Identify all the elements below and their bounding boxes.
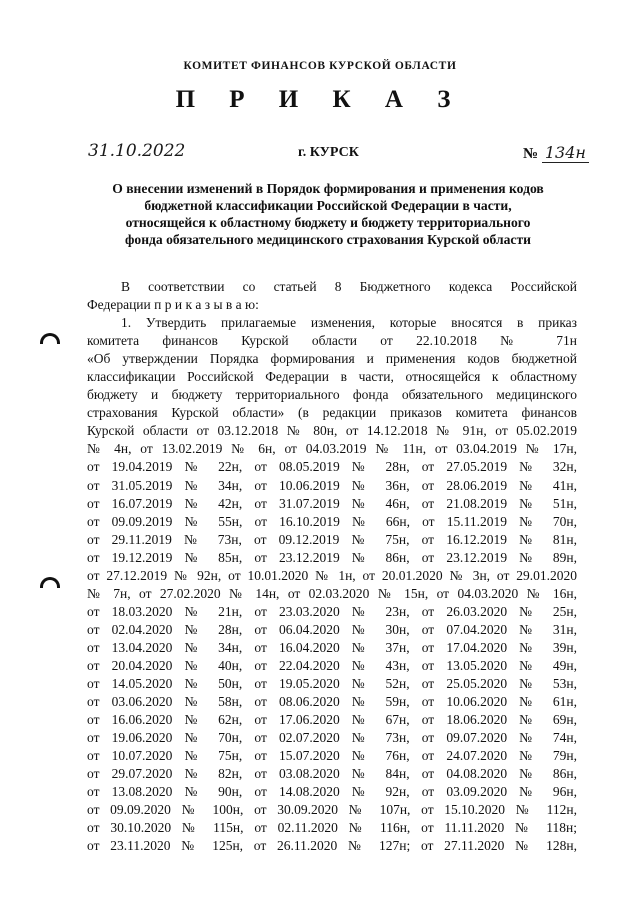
handwritten-date: 31.10.2022 [88, 141, 186, 161]
body-line: от 03.06.2020 № 58н, от 08.06.2020 № 59н, от 10.06.2020 № 61н, [87, 694, 577, 710]
number-sign: № [523, 146, 539, 162]
body-line: Федерации п р и к а з ы в а ю: [87, 297, 259, 313]
body-line: от 09.09.2019 № 55н, от 16.10.2019 № 66н, от 15.11.2019 № 70н, [87, 513, 577, 529]
body-line: от 19.12.2019 № 85н, от 23.12.2019 № 86н, от 23.12.2019 № 89н, [87, 549, 577, 565]
body-line: от 19.04.2019 № 22н, от 08.05.2019 № 28н, от 27.05.2019 № 32н, [87, 459, 577, 475]
body-line: от 29.07.2020 № 82н, от 03.08.2020 № 84н, от 04.08.2020 № 86н, [87, 766, 577, 782]
body-line: В соответствии со статьей 8 Бюджетного кодекса Российской [121, 279, 577, 294]
document-type-title: П Р И К А З [175, 86, 465, 113]
body-line: комитета финансов Курской области от 22.10.2018 № 71н [87, 333, 577, 349]
body-line: от 30.10.2020 № 115н, от 02.11.2020 № 116н, от 11.11.2020 № 118н; [87, 820, 577, 836]
body-line: от 14.05.2020 № 50н, от 19.05.2020 № 52н, от 25.05.2020 № 53н, [87, 676, 577, 692]
body-line: классификации Российской Федерации в части, относящейся к областному [87, 369, 577, 385]
order-number [523, 143, 589, 163]
body-line: от 16.06.2020 № 62н, от 17.06.2020 № 67н, от 18.06.2020 № 69н, [87, 712, 577, 728]
body-line: от 18.03.2020 № 21н, от 23.03.2020 № 23н, от 26.03.2020 № 25н, [87, 603, 577, 619]
subject-line: относящейся к областному бюджету и бюджету территориального [125, 215, 531, 230]
body-line: от 13.04.2020 № 34н, от 16.04.2020 № 37н, от 17.04.2020 № 39н, [87, 639, 577, 655]
body-line: № 4н, от 13.02.2019 № 6н, от 04.03.2019 № 11н, от 03.04.2019 № 17н, [87, 441, 577, 457]
body-line: от 02.04.2020 № 28н, от 06.04.2020 № 30н, от 07.04.2020 № 31н, [87, 621, 577, 637]
body-line: от 09.09.2020 № 100н, от 30.09.2020 № 107н, от 15.10.2020 № 112н, [87, 802, 577, 818]
subject-line: О внесении изменений в Порядок формирования и применения кодов [112, 181, 544, 196]
city-label: г. КУРСК [298, 145, 359, 160]
body-line: от 10.07.2020 № 75н, от 15.07.2020 № 76н, от 24.07.2020 № 79н, [87, 748, 577, 764]
body-line: «Об утверждении Порядка формирования и применения кодов бюджетной [87, 351, 577, 367]
order-body [87, 278, 577, 856]
body-line: от 13.08.2020 № 90н, от 14.08.2020 № 92н, от 03.09.2020 № 96н, [87, 784, 577, 800]
body-line: от 20.04.2020 № 40н, от 22.04.2020 № 43н, от 13.05.2020 № 49н, [87, 657, 577, 673]
body-line: от 31.05.2019 № 34н, от 10.06.2019 № 36н, от 28.06.2019 № 41н, [87, 477, 577, 493]
body-line: от 16.07.2019 № 42н, от 31.07.2019 № 46н, от 21.08.2019 № 51н, [87, 495, 577, 511]
handwritten-number: 134н [542, 143, 589, 163]
binding-hole-mark [40, 333, 60, 344]
body-line: бюджету и бюджету территориального фонда обязательного медицинского [87, 387, 577, 403]
organization-name: КОМИТЕТ ФИНАНСОВ КУРСКОЙ ОБЛАСТИ [183, 60, 457, 72]
body-line: № 7н, от 27.02.2020 № 14н, от 02.03.2020 № 15н, от 04.03.2020 № 16н, [87, 585, 577, 601]
body-line: страхования Курской области» (в редакции приказов комитета финансов [87, 405, 577, 421]
order-subject [85, 180, 571, 248]
body-line: от 27.12.2019 № 92н, от 10.01.2020 № 1н, от 20.01.2020 № 3н, от 29.01.2020 [87, 567, 577, 583]
binding-hole-mark [40, 577, 60, 588]
body-line: Курской области от 03.12.2018 № 80н, от 14.12.2018 № 91н, от 05.02.2019 [87, 423, 577, 439]
body-line: от 19.06.2020 № 70н, от 02.07.2020 № 73н, от 09.07.2020 № 74н, [87, 730, 577, 746]
body-line: от 23.11.2020 № 125н, от 26.11.2020 № 127н; от 27.11.2020 № 128н, [87, 838, 577, 854]
body-line: 1. Утвердить прилагаемые изменения, которые вносятся в приказ [121, 315, 577, 331]
subject-line: бюджетной классификации Российской Федерации в части, [144, 198, 512, 213]
subject-line: фонда обязательного медицинского страхования Курской области [125, 232, 531, 247]
body-line: от 29.11.2019 № 73н, от 09.12.2019 № 75н, от 16.12.2019 № 81н, [87, 531, 577, 547]
